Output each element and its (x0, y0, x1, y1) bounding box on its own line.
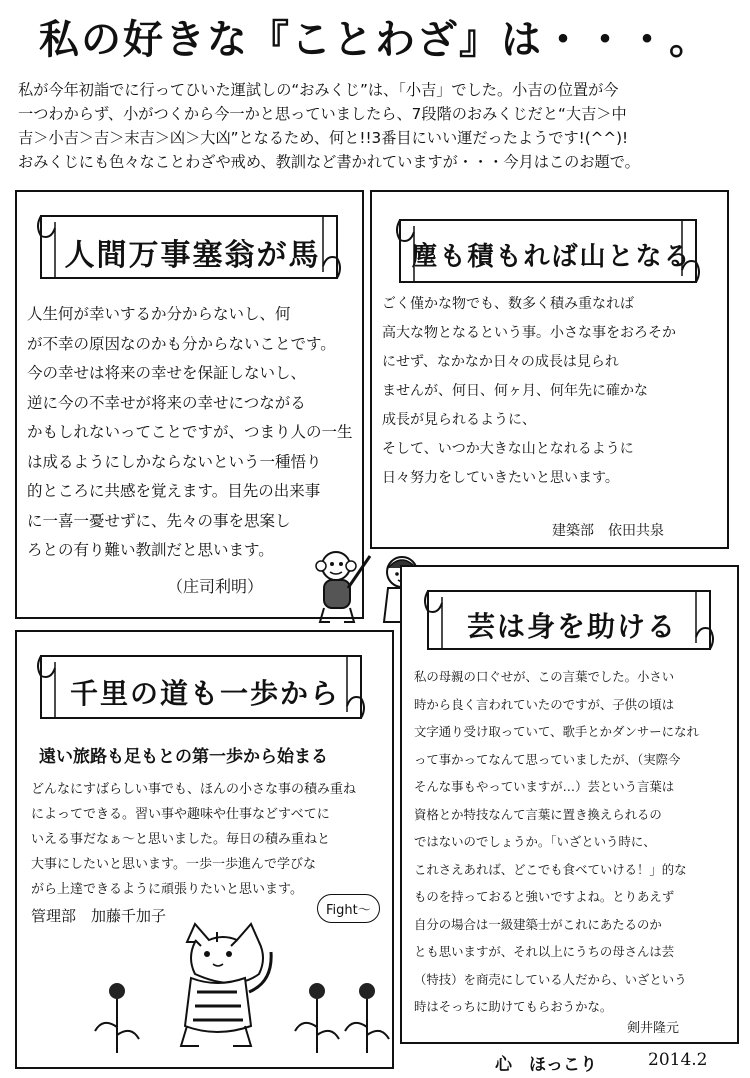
section-signature: 建築部 依田共泉 (552, 523, 664, 539)
section-body: どんなにすばらしい事でも、ほんの小さな事の積み重ね によってできる。習い事や趣味や仕事などすべてに いえる事だなぁ～と思いました。毎日の積み重ねと 大事にしたいと思います。一歩一歩進んで学びな がら上達できるように頑張りたいと思います。 (31, 782, 357, 897)
section-box-gei (400, 565, 739, 1044)
section-heading: 人間万事塞翁が馬 (64, 238, 321, 273)
scroll-banner-senri (35, 650, 375, 725)
section-signature: 管理部 加藤千加子 (31, 907, 167, 925)
flower-icon (87, 977, 147, 1057)
scroll-banner-gei (422, 585, 722, 655)
section-heading: 芸は身を助ける (466, 610, 677, 643)
section-box-senri (15, 630, 394, 1069)
monkey-icon (308, 548, 378, 628)
intro-text: 私が今年初詣でに行ってひいた運試しの“おみくじ”は、「小吉」でした。小吉の位置が今 一つわからず、小がつくから今一かと思っていましたら、7段階のおみくじだと“大吉＞中 吉＞小吉＞吉＞末吉＞凶＞大凶”となるため、何と!!3番目にいい運だったようです!(^^)! おみくじにも色々なことわざや戒め、教訓など書かれていますが・・・今月はこのお題で。 (18, 81, 640, 171)
footer-newsletter-name: 心 ほっこり (495, 1055, 597, 1075)
section-body: 私の母親の口ぐせが、この言葉でした。小さい 時から良く言われていたのですが、子供の頃は 文字通り受け取っていて、歌手とかダンサーになれ って事かってなんて思っていましたが、（実際今 そんな事もやっていますが…）芸という言葉は 資格とか特技なんて言葉に置き換えられるの ではないのでしょうか。「いざという時に、 これさえあれば、どこでも食べていける！」的な ものを持っておると強いですよね。とりあえず 自分の場合は一級建築士がこれにあたるのか とも思いますが、それ以上にうちの母さんは芸 （特技）を商売にしている人だから、いざという 時はそっちに助けてもらおうかな。 (414, 669, 699, 1014)
flower-icon (337, 977, 397, 1057)
cat-icon (157, 922, 277, 1052)
section-lead: 遠い旅路も足もとの第一歩から始まる (39, 747, 328, 767)
section-body: 人生何が幸いするか分からないし、何 が不幸の原因なのかも分からないことです。 今の幸せは将来の幸せを保証しないし、 逆に今の不幸せが将来の幸せにつながる かもしれないってことですが、つまり人の一生 は成るようにしかならないという一種悟り 的ところに共感を覚えます。目先の出来事 に一喜一憂せずに、先々の事を思案し ろとの有り難い教訓だと思います。 (27, 305, 353, 559)
section-box-chiri (370, 190, 729, 549)
section-signature: 剣井隆元 (627, 1021, 680, 1036)
section-heading: 塵も積もれば山となる (411, 242, 692, 272)
scroll-banner-saiou (35, 210, 350, 285)
fight-bubble: Fight～ (317, 894, 380, 923)
section-heading: 千里の道も一歩から (69, 677, 340, 710)
section-signature: （庄司利明） (167, 577, 264, 596)
page-title: 私の好きな『ことわざ』は・・・。 (39, 16, 711, 63)
footer-date: 2014.2 (648, 1050, 708, 1070)
scroll-banner-chiri (394, 214, 709, 289)
section-body: ごく僅かな物でも、数多く積み重なれば 高大な物となるという事。小さな事をおろそか にせず、なかなか日々の成長は見られ ませんが、何日、何ヶ月、何年先に確かな 成長が見られるように、 そして、いつか大きな山となれるように 日々努力をしていきたいと思います。 (382, 296, 676, 486)
